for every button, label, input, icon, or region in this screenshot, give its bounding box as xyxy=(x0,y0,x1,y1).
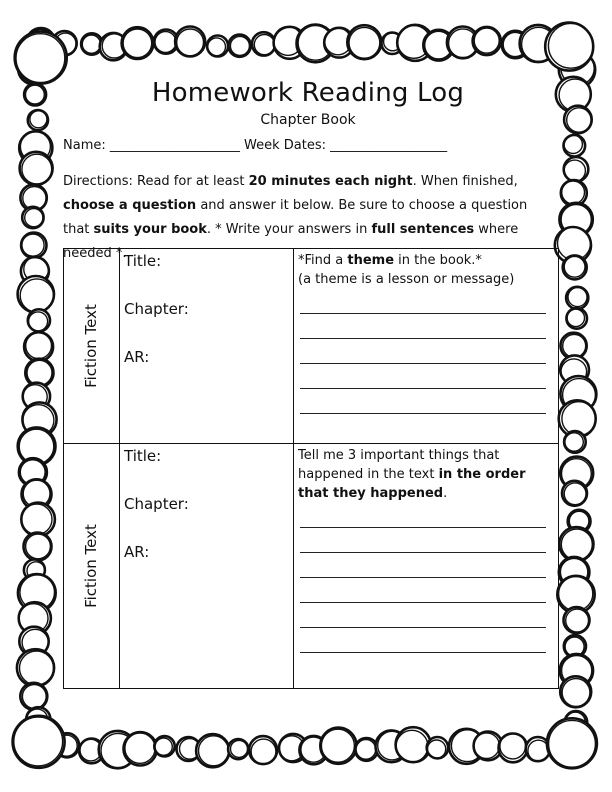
border-circle xyxy=(122,27,154,59)
border-circle xyxy=(347,25,381,59)
book-info-cell[interactable] xyxy=(120,249,294,444)
border-circle xyxy=(124,732,157,765)
border-circle xyxy=(13,716,65,768)
title-label: Title: xyxy=(124,252,162,270)
row-side-label: Fiction Text xyxy=(64,249,120,444)
writing-line[interactable] xyxy=(300,652,546,653)
border-circle xyxy=(22,207,43,228)
border-circle xyxy=(547,718,597,768)
writing-line[interactable] xyxy=(300,313,546,314)
title-label: Title: xyxy=(124,447,162,465)
week-dates-blank[interactable]: __________________ xyxy=(330,138,448,153)
question-answer-cell[interactable] xyxy=(294,444,559,689)
reading-log-table xyxy=(63,248,559,689)
log-row xyxy=(64,249,559,444)
border-circle xyxy=(563,255,587,279)
page-title: Homework Reading Log xyxy=(151,78,465,108)
border-circle xyxy=(473,27,501,55)
question-text: *Find a theme in the book.* xyxy=(298,253,482,268)
border-circle xyxy=(560,676,591,707)
border-circle xyxy=(24,84,46,106)
directions-text: Directions: Read for at least 20 minutes each night. When finished, choose a question and answer it below. Be sure to choose a question that suits your book. * Write your answers in full sentences where needed *. xyxy=(63,174,528,261)
week-dates-label: Week Dates: xyxy=(244,138,326,153)
writing-line[interactable] xyxy=(300,527,546,528)
question-text: Tell me 3 important things that happened in the text in the order that they happened. xyxy=(298,448,526,501)
writing-line[interactable] xyxy=(300,577,546,578)
writing-line[interactable] xyxy=(300,602,546,603)
ar-label: AR: xyxy=(124,543,150,561)
chapter-label: Chapter: xyxy=(124,300,189,318)
ar-label: AR: xyxy=(124,348,150,366)
border-circle xyxy=(24,332,53,361)
log-row xyxy=(64,444,559,689)
question-answer-cell[interactable] xyxy=(294,249,559,444)
border-circle xyxy=(566,287,588,309)
writing-line[interactable] xyxy=(300,338,546,339)
border-circle xyxy=(320,728,356,764)
name-label: Name: xyxy=(63,138,106,153)
border-circle xyxy=(564,431,586,453)
writing-line[interactable] xyxy=(300,413,546,414)
row-side-label: Fiction Text xyxy=(64,444,120,689)
book-info-cell[interactable] xyxy=(120,444,294,689)
border-circle xyxy=(24,533,52,561)
border-circle xyxy=(15,32,67,84)
border-circle xyxy=(196,734,229,767)
writing-line[interactable] xyxy=(300,627,546,628)
border-circle xyxy=(355,738,378,761)
name-blank[interactable]: ____________________ xyxy=(109,138,240,153)
chapter-label: Chapter: xyxy=(124,495,189,513)
border-circle xyxy=(20,683,47,710)
writing-line[interactable] xyxy=(300,388,546,389)
border-circle xyxy=(229,35,251,57)
writing-line[interactable] xyxy=(300,363,546,364)
border-circle xyxy=(175,27,205,57)
border-circle xyxy=(21,233,46,258)
name-week-line xyxy=(63,138,558,153)
writing-line[interactable] xyxy=(300,552,546,553)
border-circle xyxy=(564,607,590,633)
question-note: (a theme is a lesson or message) xyxy=(298,272,515,287)
page-subtitle: Chapter Book xyxy=(260,112,356,128)
